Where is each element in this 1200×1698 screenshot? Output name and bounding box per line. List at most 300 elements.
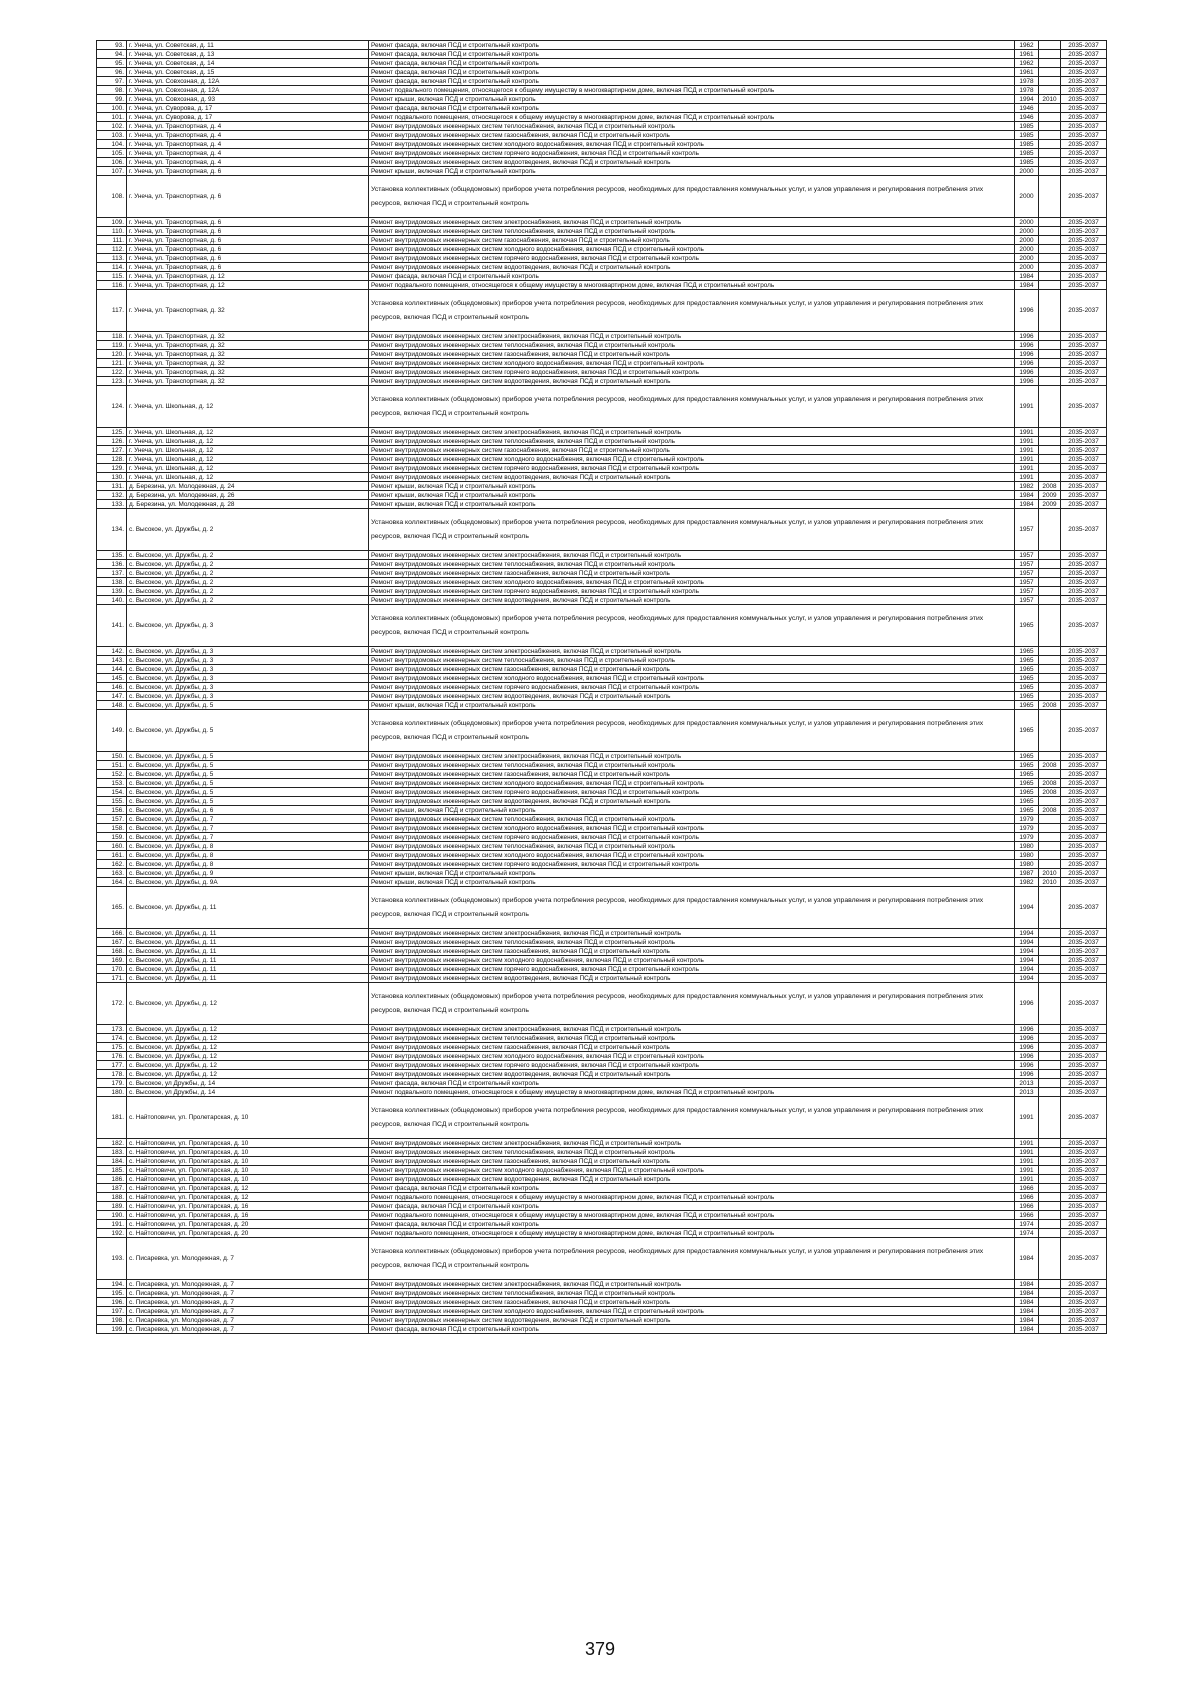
table-row [97, 77, 1133, 86]
work-type-cell: Ремонт внутридомовых инженерных систем горячего водоснабжения, включая ПСД и строительный контроль [369, 788, 1015, 797]
planned-period-cell: 2035-2037 [1061, 596, 1107, 605]
table-row [97, 938, 1133, 947]
build-year-cell: 1985 [1015, 149, 1039, 158]
last-repair-year-cell [1039, 386, 1061, 428]
build-year-cell: 1980 [1015, 851, 1039, 860]
planned-period-cell: 2035-2037 [1061, 824, 1107, 833]
row-number-cell: 96. [97, 68, 127, 77]
planned-period-cell: 2035-2037 [1061, 1175, 1107, 1184]
last-repair-year-cell [1039, 938, 1061, 947]
planned-period-cell: 2035-2037 [1061, 455, 1107, 464]
build-year-cell: 1957 [1015, 509, 1039, 551]
row-number-cell: 94. [97, 50, 127, 59]
right-margin-cell [1107, 1097, 1133, 1139]
address-cell: с. Найтоповичи, ул. Пролетарская, д. 20 [127, 1220, 369, 1229]
work-type-cell: Ремонт внутридомовых инженерных систем водоотведения, включая ПСД и строительный контроль [369, 692, 1015, 701]
row-number-cell: 168. [97, 947, 127, 956]
right-margin-cell [1107, 1316, 1133, 1325]
right-margin-cell [1107, 236, 1133, 245]
address-cell: с. Найтоповичи, ул. Пролетарская, д. 12 [127, 1193, 369, 1202]
address-cell: г. Унеча, ул. Школьная, д. 12 [127, 437, 369, 446]
last-repair-year-cell [1039, 332, 1061, 341]
work-type-cell: Ремонт фасада, включая ПСД и строительный контроль [369, 1325, 1015, 1334]
table-row [97, 464, 1133, 473]
planned-period-cell: 2035-2037 [1061, 710, 1107, 752]
build-year-cell: 1996 [1015, 1025, 1039, 1034]
right-margin-cell [1107, 605, 1133, 647]
row-number-cell: 153. [97, 779, 127, 788]
work-type-cell: Ремонт внутридомовых инженерных систем газоснабжения, включая ПСД и строительный контроль [369, 665, 1015, 674]
last-repair-year-cell [1039, 68, 1061, 77]
row-number-cell: 107. [97, 167, 127, 176]
table-row [97, 59, 1133, 68]
address-cell: г. Унеча, ул. Транспортная, д. 32 [127, 377, 369, 386]
address-cell: с. Найтоповичи, ул. Пролетарская, д. 10 [127, 1157, 369, 1166]
work-type-cell: Ремонт внутридомовых инженерных систем водоотведения, включая ПСД и строительный контроль [369, 158, 1015, 167]
right-margin-cell [1107, 131, 1133, 140]
work-type-cell: Ремонт внутридомовых инженерных систем теплоснабжения, включая ПСД и строительный контроль [369, 1148, 1015, 1157]
build-year-cell: 1965 [1015, 710, 1039, 752]
last-repair-year-cell [1039, 254, 1061, 263]
last-repair-year-cell [1039, 113, 1061, 122]
address-cell: с. Высокое, ул. Дружбы, д. 3 [127, 665, 369, 674]
address-cell: с. Найтоповичи, ул. Пролетарская, д. 16 [127, 1211, 369, 1220]
address-cell: с. Высокое, ул. Дружбы, д. 5 [127, 788, 369, 797]
address-cell: с. Писаревка, ул. Молодежная, д. 7 [127, 1298, 369, 1307]
last-repair-year-cell [1039, 1211, 1061, 1220]
work-type-cell: Ремонт крыши, включая ПСД и строительный контроль [369, 491, 1015, 500]
address-cell: г. Унеча, ул. Школьная, д. 12 [127, 464, 369, 473]
build-year-cell: 1966 [1015, 1193, 1039, 1202]
planned-period-cell: 2035-2037 [1061, 1070, 1107, 1079]
right-margin-cell [1107, 842, 1133, 851]
planned-period-cell: 2035-2037 [1061, 1079, 1107, 1088]
build-year-cell: 1991 [1015, 1166, 1039, 1175]
planned-period-cell: 2035-2037 [1061, 350, 1107, 359]
last-repair-year-cell [1039, 1316, 1061, 1325]
table-row [97, 122, 1133, 131]
row-number-cell: 189. [97, 1202, 127, 1211]
work-type-cell: Ремонт внутридомовых инженерных систем теплоснабжения, включая ПСД и строительный контроль [369, 761, 1015, 770]
work-type-cell: Ремонт внутридомовых инженерных систем теплоснабжения, включая ПСД и строительный контроль [369, 437, 1015, 446]
last-repair-year-cell [1039, 1088, 1061, 1097]
row-number-cell: 174. [97, 1034, 127, 1043]
right-margin-cell [1107, 797, 1133, 806]
build-year-cell: 1984 [1015, 1280, 1039, 1289]
work-type-cell: Ремонт фасада, включая ПСД и строительный контроль [369, 68, 1015, 77]
row-number-cell: 161. [97, 851, 127, 860]
right-margin-cell [1107, 41, 1133, 50]
last-repair-year-cell [1039, 104, 1061, 113]
address-cell: с. Высокое, ул. Дружбы, д. 3 [127, 674, 369, 683]
build-year-cell: 1974 [1015, 1229, 1039, 1238]
row-number-cell: 141. [97, 605, 127, 647]
address-cell: с. Высокое, ул. Дружбы, д. 3 [127, 692, 369, 701]
planned-period-cell: 2035-2037 [1061, 1193, 1107, 1202]
row-number-cell: 121. [97, 359, 127, 368]
planned-period-cell: 2035-2037 [1061, 779, 1107, 788]
work-type-cell: Ремонт внутридомовых инженерных систем электроснабжения, включая ПСД и строительный контроль [369, 1280, 1015, 1289]
right-margin-cell [1107, 377, 1133, 386]
address-cell: с. Писаревка, ул. Молодежная, д. 7 [127, 1316, 369, 1325]
build-year-cell: 1984 [1015, 1316, 1039, 1325]
right-margin-cell [1107, 1157, 1133, 1166]
last-repair-year-cell [1039, 1148, 1061, 1157]
table-row [97, 1175, 1133, 1184]
row-number-cell: 180. [97, 1088, 127, 1097]
table-row [97, 377, 1133, 386]
address-cell: с. Найтоповичи, ул. Пролетарская, д. 10 [127, 1097, 369, 1139]
last-repair-year-cell [1039, 341, 1061, 350]
right-margin-cell [1107, 1220, 1133, 1229]
last-repair-year-cell [1039, 359, 1061, 368]
row-number-cell: 98. [97, 86, 127, 95]
row-number-cell: 154. [97, 788, 127, 797]
right-margin-cell [1107, 929, 1133, 938]
planned-period-cell: 2035-2037 [1061, 491, 1107, 500]
planned-period-cell: 2035-2037 [1061, 1325, 1107, 1334]
right-margin-cell [1107, 113, 1133, 122]
row-number-cell: 143. [97, 656, 127, 665]
right-margin-cell [1107, 1238, 1133, 1280]
work-type-cell: Установка коллективных (общедомовых) приборов учета потребления ресурсов, необходимых для предоставления коммунальных услуг, и узлов управления и регулирования потребления этих ресурсов, включая ПСД и строительный контроль [369, 983, 1015, 1025]
address-cell: г. Унеча, ул. Школьная, д. 12 [127, 386, 369, 428]
work-type-cell: Ремонт фасада, включая ПСД и строительный контроль [369, 104, 1015, 113]
right-margin-cell [1107, 1079, 1133, 1088]
table-row [97, 113, 1133, 122]
address-cell: с. Найтоповичи, ул. Пролетарская, д. 10 [127, 1139, 369, 1148]
planned-period-cell: 2035-2037 [1061, 131, 1107, 140]
table-row [97, 176, 1133, 218]
work-type-cell: Ремонт внутридомовых инженерных систем теплоснабжения, включая ПСД и строительный контроль [369, 1034, 1015, 1043]
last-repair-year-cell [1039, 1220, 1061, 1229]
right-margin-cell [1107, 587, 1133, 596]
row-number-cell: 122. [97, 368, 127, 377]
build-year-cell: 1962 [1015, 59, 1039, 68]
row-number-cell: 131. [97, 482, 127, 491]
last-repair-year-cell [1039, 245, 1061, 254]
last-repair-year-cell [1039, 1052, 1061, 1061]
work-type-cell: Ремонт внутридомовых инженерных систем электроснабжения, включая ПСД и строительный контроль [369, 752, 1015, 761]
build-year-cell: 1991 [1015, 446, 1039, 455]
planned-period-cell: 2035-2037 [1061, 509, 1107, 551]
right-margin-cell [1107, 983, 1133, 1025]
right-margin-cell [1107, 887, 1133, 929]
planned-period-cell: 2035-2037 [1061, 1148, 1107, 1157]
build-year-cell: 1996 [1015, 368, 1039, 377]
work-type-cell: Ремонт внутридомовых инженерных систем горячего водоснабжения, включая ПСД и строительный контроль [369, 683, 1015, 692]
work-type-cell: Ремонт внутридомовых инженерных систем горячего водоснабжения, включая ПСД и строительный контроль [369, 965, 1015, 974]
last-repair-year-cell [1039, 1229, 1061, 1238]
planned-period-cell: 2035-2037 [1061, 1184, 1107, 1193]
planned-period-cell: 2035-2037 [1061, 281, 1107, 290]
row-number-cell: 184. [97, 1157, 127, 1166]
planned-period-cell: 2035-2037 [1061, 227, 1107, 236]
planned-period-cell: 2035-2037 [1061, 1061, 1107, 1070]
row-number-cell: 104. [97, 140, 127, 149]
table-row [97, 824, 1133, 833]
last-repair-year-cell [1039, 41, 1061, 50]
work-type-cell: Установка коллективных (общедомовых) приборов учета потребления ресурсов, необходимых для предоставления коммунальных услуг, и узлов управления и регулирования потребления этих ресурсов, включая ПСД и строительный контроль [369, 1097, 1015, 1139]
build-year-cell: 1991 [1015, 473, 1039, 482]
address-cell: г. Унеча, ул. Транспортная, д. 32 [127, 350, 369, 359]
last-repair-year-cell [1039, 1034, 1061, 1043]
work-type-cell: Ремонт подвального помещения, относящегося к общему имуществу в многоквартирном доме, включая ПСД и строительный контроль [369, 281, 1015, 290]
right-margin-cell [1107, 956, 1133, 965]
address-cell: г. Унеча, ул. Транспортная, д. 32 [127, 290, 369, 332]
address-cell: с. Высокое, ул Дружбы, д. 14 [127, 1088, 369, 1097]
address-cell: г. Унеча, ул. Транспортная, д. 32 [127, 359, 369, 368]
right-margin-cell [1107, 860, 1133, 869]
build-year-cell: 1974 [1015, 1220, 1039, 1229]
table-row [97, 569, 1133, 578]
work-type-cell: Ремонт подвального помещения, относящегося к общему имуществу в многоквартирном доме, включая ПСД и строительный контроль [369, 113, 1015, 122]
address-cell: с. Писаревка, ул. Молодежная, д. 7 [127, 1238, 369, 1280]
planned-period-cell: 2035-2037 [1061, 149, 1107, 158]
last-repair-year-cell [1039, 428, 1061, 437]
work-type-cell: Ремонт крыши, включая ПСД и строительный контроль [369, 167, 1015, 176]
last-repair-year-cell [1039, 956, 1061, 965]
address-cell: г. Унеча, ул. Транспортная, д. 4 [127, 131, 369, 140]
last-repair-year-cell: 2010 [1039, 869, 1061, 878]
build-year-cell: 1984 [1015, 272, 1039, 281]
row-number-cell: 150. [97, 752, 127, 761]
table-row [97, 1043, 1133, 1052]
repair-schedule-table [96, 40, 1133, 1334]
row-number-cell: 195. [97, 1289, 127, 1298]
build-year-cell: 1965 [1015, 683, 1039, 692]
table-row [97, 710, 1133, 752]
address-cell: с. Высокое, ул. Дружбы, д. 2 [127, 560, 369, 569]
last-repair-year-cell [1039, 1079, 1061, 1088]
table-row [97, 806, 1133, 815]
build-year-cell: 2000 [1015, 245, 1039, 254]
planned-period-cell: 2035-2037 [1061, 938, 1107, 947]
row-number-cell: 109. [97, 218, 127, 227]
planned-period-cell: 2035-2037 [1061, 176, 1107, 218]
planned-period-cell: 2035-2037 [1061, 290, 1107, 332]
table-row [97, 596, 1133, 605]
build-year-cell: 1991 [1015, 464, 1039, 473]
address-cell: с. Высокое, ул. Дружбы, д. 12 [127, 1034, 369, 1043]
planned-period-cell: 2035-2037 [1061, 692, 1107, 701]
row-number-cell: 175. [97, 1043, 127, 1052]
build-year-cell: 1965 [1015, 761, 1039, 770]
right-margin-cell [1107, 104, 1133, 113]
work-type-cell: Ремонт крыши, включая ПСД и строительный контроль [369, 500, 1015, 509]
table-row [97, 473, 1133, 482]
build-year-cell: 1961 [1015, 68, 1039, 77]
right-margin-cell [1107, 263, 1133, 272]
right-margin-cell [1107, 965, 1133, 974]
table-row [97, 350, 1133, 359]
address-cell: с. Высокое, ул. Дружбы, д. 3 [127, 683, 369, 692]
row-number-cell: 142. [97, 647, 127, 656]
right-margin-cell [1107, 788, 1133, 797]
planned-period-cell: 2035-2037 [1061, 437, 1107, 446]
work-type-cell: Ремонт внутридомовых инженерных систем горячего водоснабжения, включая ПСД и строительный контроль [369, 464, 1015, 473]
table-row [97, 50, 1133, 59]
row-number-cell: 112. [97, 245, 127, 254]
table-row [97, 578, 1133, 587]
last-repair-year-cell: 2008 [1039, 761, 1061, 770]
work-type-cell: Ремонт фасада, включая ПСД и строительный контроль [369, 50, 1015, 59]
address-cell: с. Высокое, ул. Дружбы, д. 11 [127, 947, 369, 956]
address-cell: г. Унеча, ул. Транспортная, д. 6 [127, 167, 369, 176]
build-year-cell: 1965 [1015, 779, 1039, 788]
last-repair-year-cell [1039, 1166, 1061, 1175]
work-type-cell: Ремонт внутридомовых инженерных систем горячего водоснабжения, включая ПСД и строительный контроль [369, 254, 1015, 263]
row-number-cell: 193. [97, 1238, 127, 1280]
right-margin-cell [1107, 1061, 1133, 1070]
last-repair-year-cell [1039, 290, 1061, 332]
planned-period-cell: 2035-2037 [1061, 104, 1107, 113]
right-margin-cell [1107, 428, 1133, 437]
planned-period-cell: 2035-2037 [1061, 1289, 1107, 1298]
right-margin-cell [1107, 1088, 1133, 1097]
row-number-cell: 140. [97, 596, 127, 605]
row-number-cell: 117. [97, 290, 127, 332]
work-type-cell: Установка коллективных (общедомовых) приборов учета потребления ресурсов, необходимых для предоставления коммунальных услуг, и узлов управления и регулирования потребления этих ресурсов, включая ПСД и строительный контроль [369, 386, 1015, 428]
planned-period-cell: 2035-2037 [1061, 332, 1107, 341]
work-type-cell: Ремонт внутридомовых инженерных систем теплоснабжения, включая ПСД и строительный контроль [369, 227, 1015, 236]
table-row [97, 983, 1133, 1025]
planned-period-cell: 2035-2037 [1061, 368, 1107, 377]
address-cell: г. Унеча, ул. Транспортная, д. 6 [127, 227, 369, 236]
build-year-cell: 1978 [1015, 77, 1039, 86]
last-repair-year-cell [1039, 509, 1061, 551]
build-year-cell: 1996 [1015, 1061, 1039, 1070]
row-number-cell: 183. [97, 1148, 127, 1157]
right-margin-cell [1107, 1307, 1133, 1316]
build-year-cell: 2000 [1015, 227, 1039, 236]
work-type-cell: Ремонт внутридомовых инженерных систем газоснабжения, включая ПСД и строительный контроль [369, 1043, 1015, 1052]
last-repair-year-cell [1039, 656, 1061, 665]
planned-period-cell: 2035-2037 [1061, 158, 1107, 167]
row-number-cell: 144. [97, 665, 127, 674]
last-repair-year-cell [1039, 647, 1061, 656]
right-margin-cell [1107, 824, 1133, 833]
work-type-cell: Ремонт крыши, включая ПСД и строительный контроль [369, 806, 1015, 815]
address-cell: с. Высокое, ул. Дружбы, д. 5 [127, 770, 369, 779]
address-cell: г. Унеча, ул. Транспортная, д. 12 [127, 272, 369, 281]
table-row [97, 68, 1133, 77]
row-number-cell: 179. [97, 1079, 127, 1088]
table-row [97, 761, 1133, 770]
build-year-cell: 1965 [1015, 692, 1039, 701]
right-margin-cell [1107, 122, 1133, 131]
table-row [97, 974, 1133, 983]
row-number-cell: 139. [97, 587, 127, 596]
build-year-cell: 1994 [1015, 95, 1039, 104]
last-repair-year-cell [1039, 1184, 1061, 1193]
table-row [97, 692, 1133, 701]
planned-period-cell: 2035-2037 [1061, 50, 1107, 59]
row-number-cell: 151. [97, 761, 127, 770]
work-type-cell: Ремонт подвального помещения, относящегося к общему имуществу в многоквартирном доме, включая ПСД и строительный контроль [369, 1229, 1015, 1238]
work-type-cell: Ремонт внутридомовых инженерных систем газоснабжения, включая ПСД и строительный контроль [369, 770, 1015, 779]
work-type-cell: Ремонт внутридомовых инженерных систем электроснабжения, включая ПСД и строительный контроль [369, 218, 1015, 227]
address-cell: с. Высокое, ул. Дружбы, д. 6 [127, 806, 369, 815]
row-number-cell: 170. [97, 965, 127, 974]
planned-period-cell: 2035-2037 [1061, 878, 1107, 887]
build-year-cell: 1984 [1015, 1298, 1039, 1307]
table-row [97, 1211, 1133, 1220]
last-repair-year-cell [1039, 824, 1061, 833]
last-repair-year-cell [1039, 551, 1061, 560]
right-margin-cell [1107, 455, 1133, 464]
build-year-cell: 1996 [1015, 359, 1039, 368]
row-number-cell: 119. [97, 341, 127, 350]
build-year-cell: 1965 [1015, 665, 1039, 674]
row-number-cell: 146. [97, 683, 127, 692]
build-year-cell: 1994 [1015, 887, 1039, 929]
work-type-cell: Ремонт внутридомовых инженерных систем горячего водоснабжения, включая ПСД и строительный контроль [369, 860, 1015, 869]
right-margin-cell [1107, 332, 1133, 341]
planned-period-cell: 2035-2037 [1061, 1025, 1107, 1034]
table-row [97, 131, 1133, 140]
build-year-cell: 1966 [1015, 1202, 1039, 1211]
work-type-cell: Ремонт внутридомовых инженерных систем водоотведения, включая ПСД и строительный контроль [369, 1316, 1015, 1325]
address-cell: г. Унеча, ул. Транспортная, д. 32 [127, 332, 369, 341]
planned-period-cell: 2035-2037 [1061, 674, 1107, 683]
right-margin-cell [1107, 167, 1133, 176]
work-type-cell: Ремонт внутридомовых инженерных систем газоснабжения, включая ПСД и строительный контроль [369, 131, 1015, 140]
table-row [97, 947, 1133, 956]
table-row [97, 500, 1133, 509]
planned-period-cell: 2035-2037 [1061, 500, 1107, 509]
right-margin-cell [1107, 878, 1133, 887]
planned-period-cell: 2035-2037 [1061, 578, 1107, 587]
planned-period-cell: 2035-2037 [1061, 560, 1107, 569]
build-year-cell: 2000 [1015, 254, 1039, 263]
address-cell: с. Высокое, ул. Дружбы, д. 9 [127, 869, 369, 878]
address-cell: г. Унеча, ул. Транспортная, д. 32 [127, 341, 369, 350]
table-row [97, 281, 1133, 290]
address-cell: с. Высокое, ул. Дружбы, д. 11 [127, 965, 369, 974]
last-repair-year-cell [1039, 1202, 1061, 1211]
table-row [97, 446, 1133, 455]
build-year-cell: 1965 [1015, 656, 1039, 665]
work-type-cell: Ремонт фасада, включая ПСД и строительный контроль [369, 77, 1015, 86]
planned-period-cell: 2035-2037 [1061, 1139, 1107, 1148]
table-row [97, 1025, 1133, 1034]
right-margin-cell [1107, 761, 1133, 770]
row-number-cell: 199. [97, 1325, 127, 1334]
last-repair-year-cell [1039, 473, 1061, 482]
right-margin-cell [1107, 473, 1133, 482]
address-cell: г. Унеча, ул. Транспортная, д. 6 [127, 245, 369, 254]
table-row [97, 368, 1133, 377]
last-repair-year-cell [1039, 350, 1061, 359]
right-margin-cell [1107, 596, 1133, 605]
table-row [97, 482, 1133, 491]
work-type-cell: Ремонт внутридомовых инженерных систем холодного водоснабжения, включая ПСД и строительный контроль [369, 1052, 1015, 1061]
build-year-cell: 1957 [1015, 578, 1039, 587]
last-repair-year-cell [1039, 176, 1061, 218]
address-cell: с. Высокое, ул. Дружбы, д. 8 [127, 842, 369, 851]
table-row [97, 1157, 1133, 1166]
address-cell: г. Унеча, ул. Школьная, д. 12 [127, 428, 369, 437]
last-repair-year-cell [1039, 674, 1061, 683]
right-margin-cell [1107, 1229, 1133, 1238]
work-type-cell: Ремонт внутридомовых инженерных систем холодного водоснабжения, включая ПСД и строительный контроль [369, 245, 1015, 254]
planned-period-cell: 2035-2037 [1061, 752, 1107, 761]
work-type-cell: Ремонт внутридомовых инженерных систем водоотведения, включая ПСД и строительный контроль [369, 797, 1015, 806]
planned-period-cell: 2035-2037 [1061, 983, 1107, 1025]
last-repair-year-cell [1039, 281, 1061, 290]
table-row [97, 245, 1133, 254]
